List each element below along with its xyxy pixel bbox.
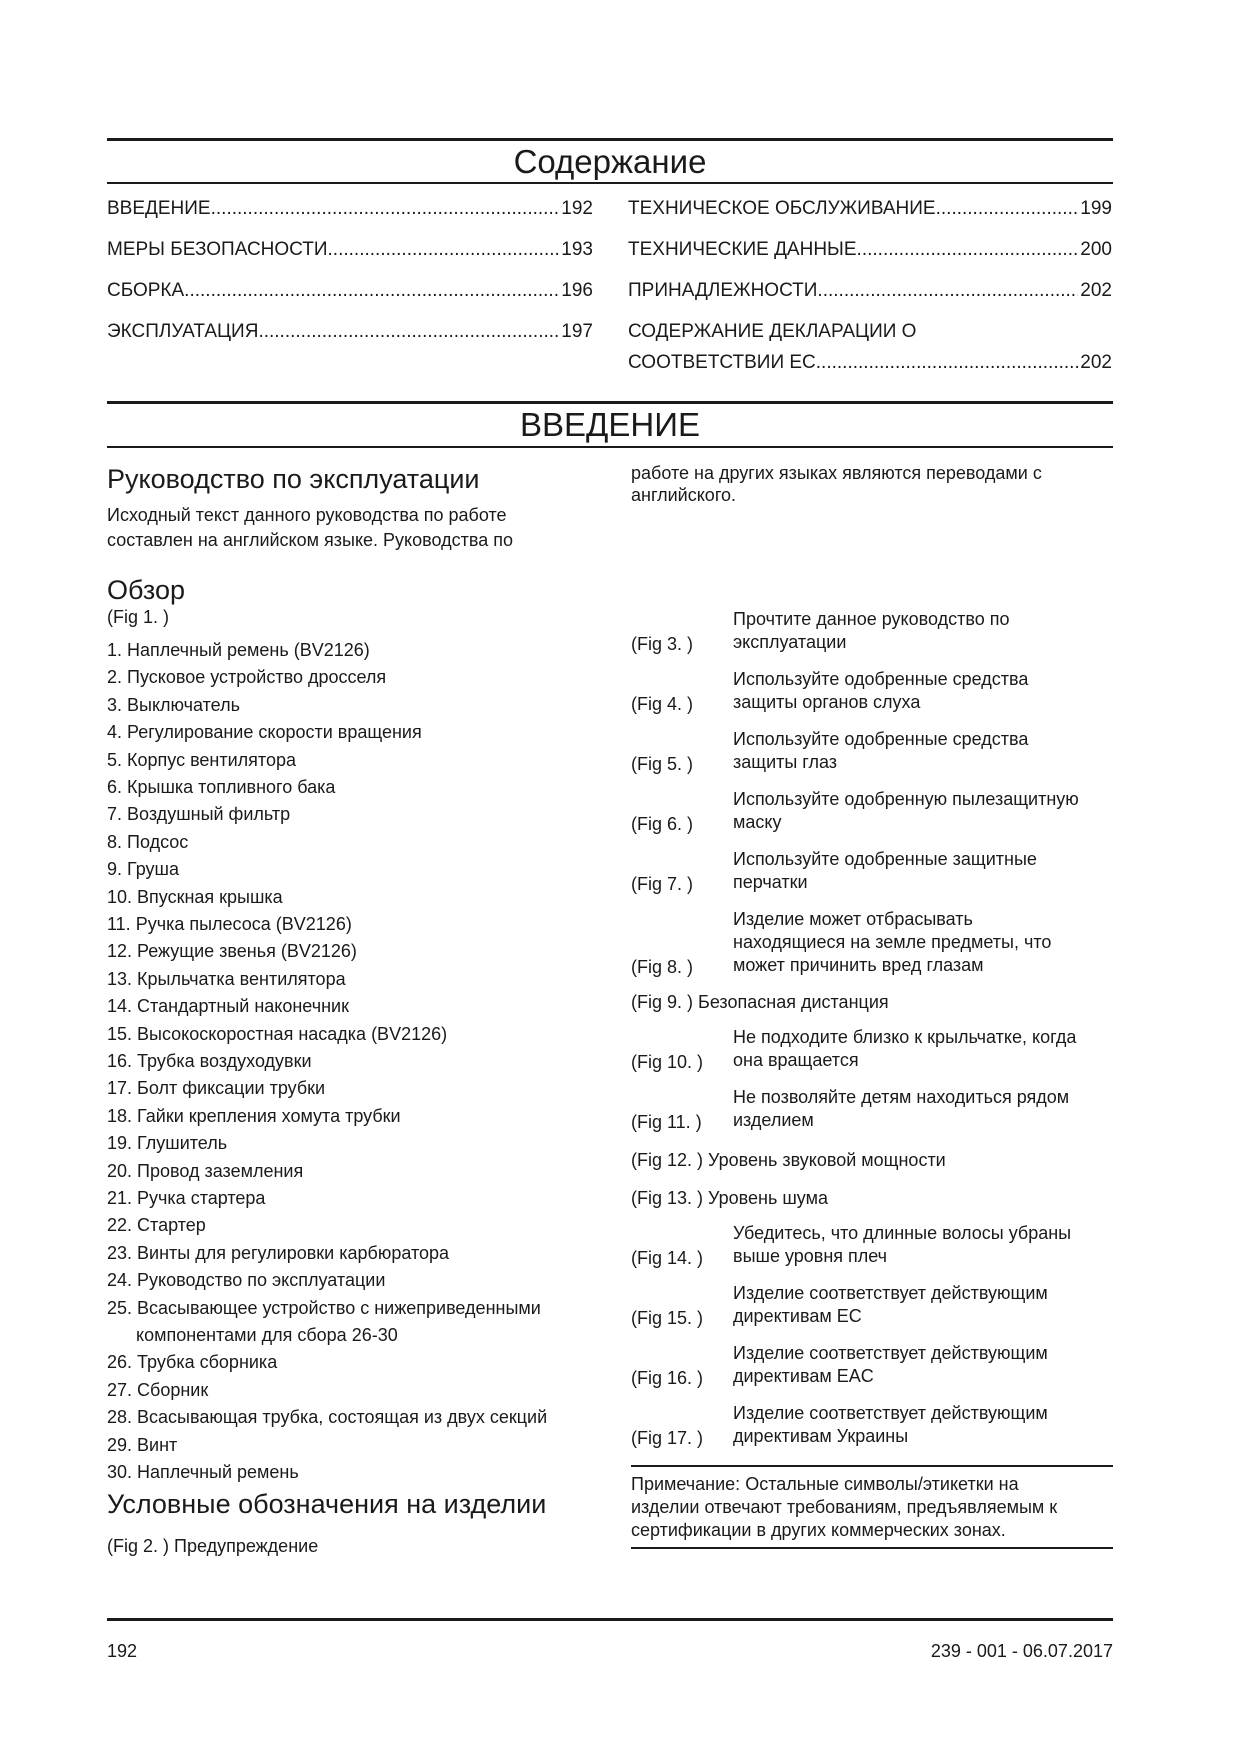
symbol-description: Не позволяйте детям находиться рядом изделием <box>733 1087 1070 1130</box>
toc-entry[interactable]: ЭКСПЛУАТАЦИЯ ..... 197 <box>107 320 593 344</box>
list-item: 13. Крыльчатка вентилятора <box>107 968 346 989</box>
symbol-fig: (Fig 7. ) <box>631 874 694 894</box>
list-item: 22. Стартер <box>107 1215 206 1236</box>
toc-title-rule <box>107 182 1113 184</box>
list-item: 6. Крышка топливного бака <box>107 777 336 797</box>
list-item: 15. Высокоскоростная насадка (BV2126) <box>107 1023 448 1044</box>
list-item: 29. Винт <box>107 1434 178 1455</box>
list-item: 24. Руководство по эксплуатации <box>107 1270 386 1291</box>
symbol-description: Прочтите данное руководство по эксплуатации <box>733 609 1010 652</box>
list-item: 4. Регулирование скорости вращения <box>107 722 422 743</box>
list-item: 5. Корпус вентилятора <box>107 749 296 770</box>
symbol-description: Убедитесь, что длинные волосы убраны выше уровня плеч <box>733 1223 1072 1266</box>
list-item: 28. Всасывающая трубка, состоящая из двух секций <box>107 1407 548 1428</box>
symbol-entry: (Fig 12. ) Уровень звуковой мощности <box>631 1150 946 1170</box>
list-item: 2. Пусковое устройство дросселя <box>107 667 387 688</box>
symbol-fig: (Fig 16. ) <box>631 1368 704 1388</box>
overview-fig: (Fig 1. ) <box>107 607 170 627</box>
toc-entry[interactable]: СОДЕРЖАНИЕ ДЕКЛАРАЦИИ О <box>628 321 917 342</box>
symbol-description: Изделие соответствует действующим директивам ЕС <box>733 1283 1048 1326</box>
intro-rule-top <box>107 401 1113 404</box>
list-item: 21. Ручка стартера <box>107 1188 266 1208</box>
toc-title: Содержание <box>513 143 707 180</box>
overview-heading: Обзор <box>107 575 185 605</box>
symbol-fig: (Fig 14. ) <box>631 1248 704 1268</box>
footer-rule <box>107 1618 1113 1621</box>
symbol-description: Изделие соответствует действующим директивам EAC <box>733 1343 1048 1386</box>
symbol-entry: (Fig 9. ) Безопасная дистанция <box>631 992 889 1012</box>
note: Примечание: Остальные символы/этикетки на изделии отвечают требованиям, предъявляемым к сертификации в других коммерческих зонах. <box>631 1474 1058 1540</box>
symbol-description: Используйте одобренную пылезащитную маску <box>733 789 1079 832</box>
symbols-heading: Условные обозначения на изделии <box>107 1489 547 1519</box>
document-code: 239 - 001 - 06.07.2017 <box>930 1641 1113 1661</box>
list-item: 18. Гайки крепления хомута трубки <box>107 1105 401 1126</box>
symbol-fig: (Fig 3. ) <box>631 634 694 654</box>
toc-entry[interactable]: ВВЕДЕНИЕ ..... 192 <box>107 197 593 221</box>
toc-entry[interactable]: ТЕХНИЧЕСКОЕ ОБСЛУЖИВАНИЕ ..... 199 <box>628 197 1112 221</box>
symbol-fig: (Fig 10. ) <box>631 1052 704 1072</box>
toc-entry[interactable]: ПРИНАДЛЕЖНОСТИ ..... 202 <box>628 279 1112 303</box>
list-item: 25. Всасывающее устройство с нижеприведенными <box>107 1297 541 1318</box>
symbol-fig: (Fig 17. ) <box>631 1428 704 1448</box>
symbol-fig: (Fig 5. ) <box>631 754 694 774</box>
list-item: 16. Трубка воздуходувки <box>107 1051 312 1071</box>
list-item: 11. Ручка пылесоса (BV2126) <box>107 914 352 934</box>
symbol-description: Используйте одобренные средства защиты глаз <box>733 729 1029 772</box>
list-item: 23. Винты для регулировки карбюратора <box>107 1242 450 1263</box>
list-item: компонентами для сбора 26-30 <box>136 1325 398 1345</box>
symbol-description: Используйте одобренные защитные перчатки <box>733 849 1037 892</box>
list-item: 3. Выключатель <box>107 694 240 715</box>
list-item: 17. Болт фиксации трубки <box>107 1078 326 1099</box>
symbol-fig: (Fig 8. ) <box>631 957 694 977</box>
manual-text-continued: работе на других языках являются переводами с английского. <box>631 463 1042 505</box>
list-item: 20. Провод заземления <box>107 1160 304 1181</box>
top-rule <box>107 138 1113 141</box>
list-item: 19. Глушитель <box>107 1133 228 1154</box>
note-rule-top <box>631 1465 1113 1467</box>
symbol-fig: (Fig 11. ) <box>631 1112 702 1132</box>
toc-entry[interactable]: СООТВЕТСТВИИ ЕС ..... 202 <box>628 351 1112 375</box>
symbol-description: Изделие соответствует действующим директивам Украины <box>733 1403 1048 1446</box>
list-item: 27. Сборник <box>107 1379 209 1400</box>
symbol-description: Не подходите близко к крыльчатке, когда она вращается <box>733 1027 1077 1070</box>
toc-entry[interactable]: ТЕХНИЧЕСКИЕ ДАННЫЕ ..... 200 <box>628 238 1112 262</box>
page-number: 192 <box>107 1641 138 1661</box>
intro-title: ВВЕДЕНИЕ <box>520 406 700 443</box>
intro-rule-bottom <box>107 446 1113 448</box>
manual-text: Исходный текст данного руководства по работе составлен на английском языке. Руководства по <box>107 505 513 550</box>
list-item: 8. Подсос <box>107 831 189 852</box>
symbol-description: Используйте одобренные средства защиты органов слуха <box>733 669 1029 712</box>
note-rule-bottom <box>631 1547 1113 1549</box>
manual-heading: Руководство по эксплуатации <box>107 464 480 494</box>
note-label: Примечание: <box>631 1474 741 1494</box>
list-item: 7. Воздушный фильтр <box>107 804 291 825</box>
list-item: 9. Груша <box>107 859 180 880</box>
list-item: 1. Наплечный ремень (BV2126) <box>107 640 370 660</box>
symbol-fig: (Fig 4. ) <box>631 694 694 714</box>
list-item: 14. Стандартный наконечник <box>107 996 349 1017</box>
list-item: 26. Трубка сборника <box>107 1352 278 1373</box>
symbol-fig: (Fig 15. ) <box>631 1308 704 1328</box>
symbol-entry: (Fig 13. ) Уровень шума <box>631 1188 828 1208</box>
symbol-fig: (Fig 6. ) <box>631 814 694 834</box>
list-item: 10. Впускная крышка <box>107 886 283 907</box>
toc-entry[interactable]: МЕРЫ БЕЗОПАСНОСТИ ..... 193 <box>107 238 593 262</box>
symbol-description: Изделие может отбрасывать находящиеся на земле предметы, что может причинить вред глазам <box>733 909 1052 975</box>
symbols-first: (Fig 2. ) Предупреждение <box>107 1536 319 1556</box>
toc-entry[interactable]: СБОРКА ..... 196 <box>107 279 593 303</box>
list-item: 12. Режущие звенья (BV2126) <box>107 941 357 962</box>
list-item: 30. Наплечный ремень <box>107 1462 299 1482</box>
